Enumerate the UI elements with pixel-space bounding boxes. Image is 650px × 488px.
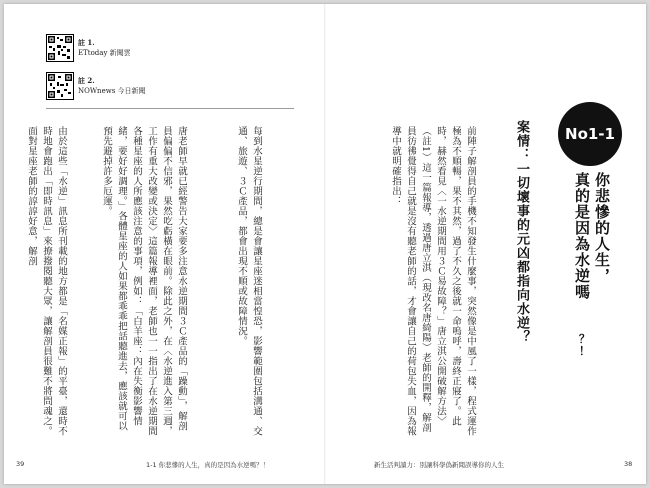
footnote-2 [78, 76, 146, 96]
left-running-footer: 1-1 你悲慘的人生，真的是因為水逆嗎？！ [146, 461, 270, 469]
right-page [326, 4, 646, 484]
right-running-footer: 新生活判讀力：別讓科學偽新聞誤導你的人生 [374, 461, 504, 469]
footnote-1-label: 註 1. [78, 38, 95, 47]
left-paragraph-2: 唐老師早就已經警告大家要多注意水逆期間３Ｃ產品的「躁動」，解剖員偏偏不信邪，果然吃虧橫在眼前。除此之外，在〈水逆進入第三週，工作有重大改變或決定〉這篇報導裡面，老師也一一指出了在水逆期間各種星座的人所應該注意的事項，例如：「白羊座：內在失衡影響情緒，要好好調理。」各體星座的人如果都乖乖把話聽進去，應該就可以預先避掉許多厄運。 [101, 126, 187, 436]
chapter-title-line-3: ？！ [572, 334, 585, 358]
left-body-text [26, 126, 294, 436]
right-page-number: 38 [624, 460, 633, 468]
qr-code-icon [47, 35, 73, 61]
footnote-2-source: NOWnews 今日新聞 [78, 87, 146, 95]
section-badge: No1-1 [558, 102, 622, 166]
right-paragraph-1: 前陣子解剖員的手機不知發生什麼事，突然像是中風了一樣，程式運作極為不順暢，果不其然，過了不久之後就一命嗚呼，壽終正寢了。此時，赫然看見〈一水逆期間用３Ｃ易故障？」唐立淇公開破解方法〉（註1）這一篇報導，透過唐立淇（現改名唐綺陽）老師的開釋，解剖員彷彿覺得自己就是沒有聽老師的話，才會讓自己的荷包失血，因為報導中就明確指出： [390, 126, 476, 436]
case-heading: 案情：一切壞事的元凶都指向水逆？ [514, 120, 529, 344]
footnote-divider [46, 108, 294, 109]
book-spread [4, 4, 646, 484]
left-paragraph-1: 每到水星逆行期間，總是會讓星座迷相當惶恐，影響範圍包括溝通、交通、旅遊、３Ｃ產品，都會出現不順或故障情況。 [236, 126, 262, 436]
qr-code-2 [46, 72, 74, 100]
footnote-2-label: 註 2. [78, 76, 95, 85]
qr-code-1 [46, 34, 74, 62]
chapter-title-line-2: 真的是因為水逆嗎 [573, 172, 591, 300]
left-page-number: 39 [16, 460, 25, 468]
left-page [4, 4, 324, 484]
footnote-1-source: ETtoday 新聞雲 [78, 49, 131, 57]
qr-code-icon [47, 73, 73, 99]
left-paragraph-3: 由於這些「水逆」訊息所刊載的地方都是「名媒正報」的平臺，還時不時地會跑出「即時訊息」來撩撥閱聽大眾，讓解剖員很難不將問魂之。面對星座老師的諄諄好意，解剖 [26, 126, 67, 436]
chapter-title-line-1: 你悲慘的人生， [593, 172, 611, 284]
footnote-1 [78, 38, 131, 58]
right-body-text [358, 126, 508, 436]
